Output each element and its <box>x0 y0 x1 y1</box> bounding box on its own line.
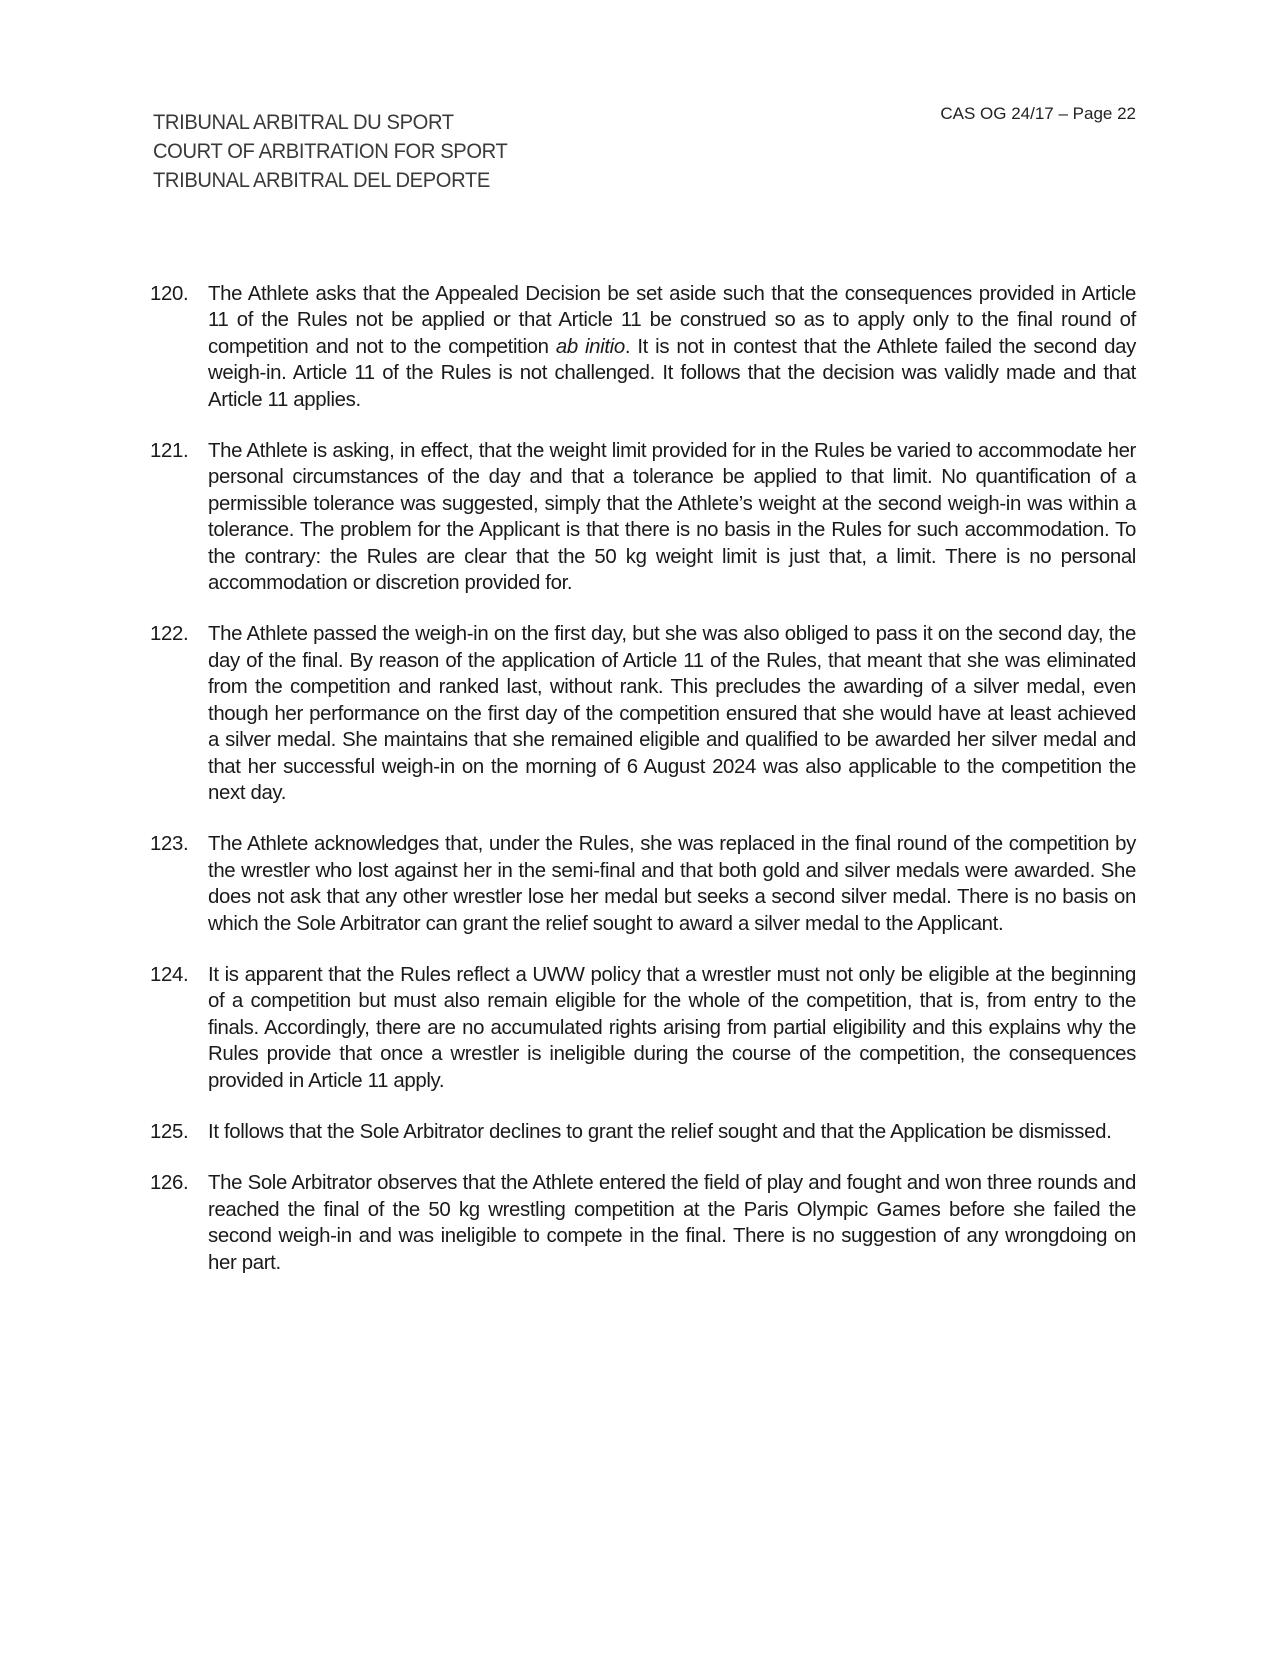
paragraph-text: It follows that the Sole Arbitrator declines to grant the relief sought and that the Application be dismissed. <box>208 1120 1112 1143</box>
paragraph-number: 121. <box>150 440 189 463</box>
institution-name-fr: TRIBUNAL ARBITRAL DU SPORT <box>153 111 454 134</box>
paragraph-text: The Athlete is asking, in effect, that the weight limit provided for in the Rules be varied to accommodate her personal circumstances of the day and that a tolerance be applied to that limit. No quantification of a permissible tolerance was suggested, simply that the Athlete’s weight at the second weigh-in was within a tolerance. The problem for the Applicant is that there is no basis in the Rules for such accommodation. To the contrary: the Rules are clear that the 50 kg weight limit is just that, a limit. There is no personal accommodation or discretion provided for. <box>208 440 1136 595</box>
paragraph-number: 124. <box>150 963 189 986</box>
paragraph-text: The Sole Arbitrator observes that the Athlete entered the field of play and fought and won three rounds and reached the final of the 50 kg wrestling competition at the Paris Olympic Games before she failed the second weigh-in and was ineligible to compete in the final. There is no suggestion of any wrongdoing on her part. <box>208 1172 1136 1274</box>
institution-name-es: TRIBUNAL ARBITRAL DEL DEPORTE <box>153 169 490 192</box>
institution-header <box>153 108 507 195</box>
paragraph-text: It is apparent that the Rules reflect a UWW policy that a wrestler must not only be eligible at the beginning of a competition but must also remain eligible for the whole of the competition, that is, from entry to the finals. Accordingly, there are no accumulated rights arising from partial eligibility and this explains why the Rules provide that once a wrestler is ineligible during the course of the competition, the consequences provided in Article 11 apply. <box>208 963 1136 1092</box>
paragraph-number: 123. <box>150 833 189 856</box>
paragraph-123 <box>150 831 1136 937</box>
paragraph-text <box>208 281 1136 413</box>
document-body <box>150 281 1136 1301</box>
paragraph-122 <box>150 621 1136 806</box>
institution-name-en: COURT OF ARBITRATION FOR SPORT <box>153 140 508 163</box>
paragraph-number: 126. <box>150 1172 189 1195</box>
paragraph-124 <box>150 962 1136 1094</box>
page-reference: CAS OG 24/17 – Page 22 <box>940 104 1136 123</box>
paragraph-text: The Athlete acknowledges that, under the Rules, she was replaced in the final round of the competition by the wrestler who lost against her in the semi-final and that both gold and silver medals were awarded. She does not ask that any other wrestler lose her medal but seeks a second silver medal. There is no basis on which the Sole Arbitrator can grant the relief sought to award a silver medal to the Applicant. <box>208 833 1136 935</box>
paragraph-text: The Athlete passed the weigh-in on the first day, but she was also obliged to pass it on the second day, the day of the final. By reason of the application of Article 11 of the Rules, that meant that she was eliminated from the competition and ranked last, without rank. This precludes the awarding of a silver medal, even though her performance on the first day of the competition ensured that she would have at least achieved a silver medal. She maintains that she remained eligible and qualified to be awarded her silver medal and that her successful weigh-in on the morning of 6 August 2024 was also applicable to the competition the next day. <box>208 623 1136 804</box>
paragraph-number: 122. <box>150 623 189 646</box>
italic-term: ab initio <box>555 335 625 358</box>
paragraph-120 <box>150 281 1136 413</box>
paragraph-text-part: The Athlete asks that the Appealed Decision be set aside such that the consequences provided in Article 11 of the Rules not be applied or that Article 11 be construed so as to apply only to the final round of competition and not to the competition <box>208 283 1136 358</box>
paragraph-number: 120. <box>150 283 189 305</box>
paragraph-121 <box>150 438 1136 596</box>
paragraph-125 <box>150 1119 1136 1145</box>
paragraph-126 <box>150 1170 1136 1276</box>
paragraph-number: 125. <box>150 1120 189 1143</box>
paragraph-text-part: . It is not in contest that the Athlete failed the second day weigh-in. Article 11 of the Rules is not challenged. It follows that the decision was validly made and that Article 11 applies. <box>208 335 1137 411</box>
